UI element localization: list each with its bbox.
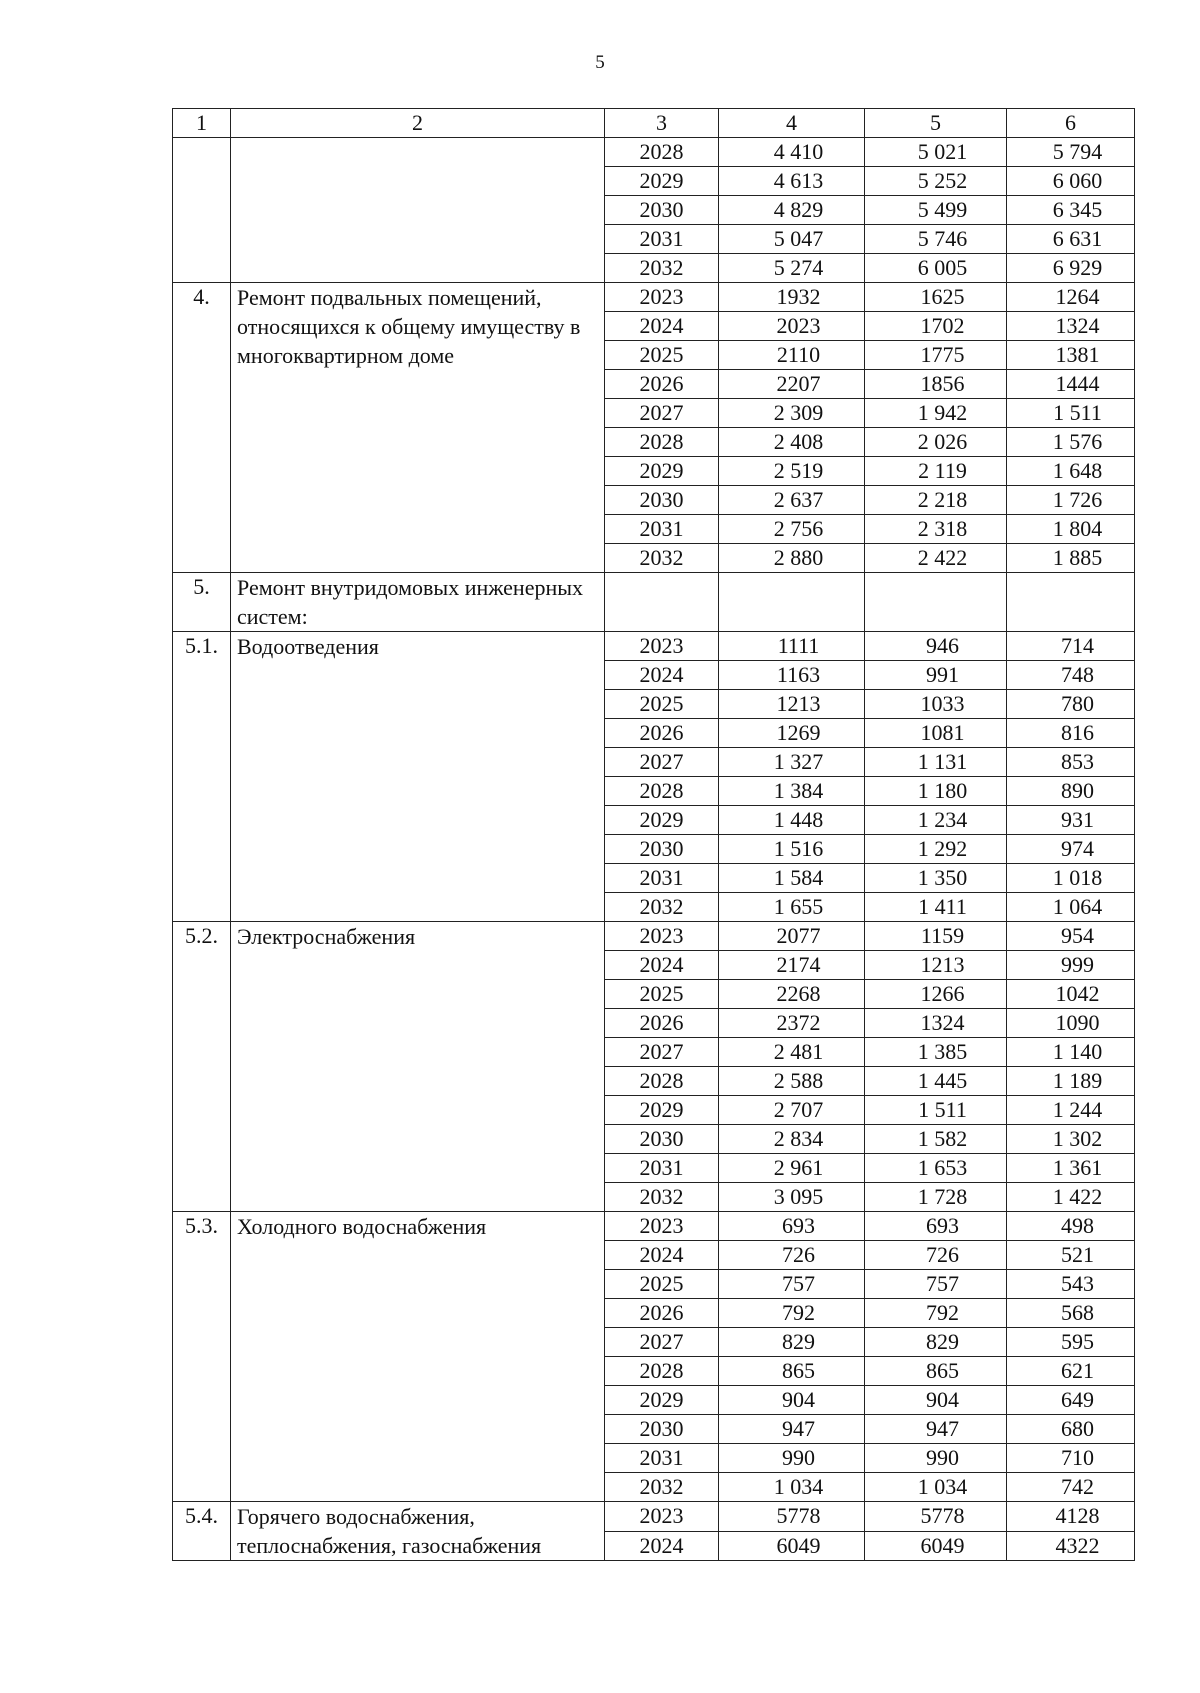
year-cell: 2025	[605, 980, 719, 1009]
year-cell: 2025	[605, 690, 719, 719]
value-col6-cell: 714	[1007, 632, 1135, 661]
value-col4-cell: 947	[719, 1415, 865, 1444]
value-col6-cell: 1 064	[1007, 893, 1135, 922]
section-name: Электроснабжения	[231, 922, 605, 1212]
year-cell: 2028	[605, 1067, 719, 1096]
value-col6-cell: 595	[1007, 1328, 1135, 1357]
year-cell: 2032	[605, 254, 719, 283]
table-row	[173, 1502, 1135, 1532]
year-cell: 2031	[605, 515, 719, 544]
section-name: Холодного водоснабжения	[231, 1212, 605, 1502]
value-col4-cell: 4 613	[719, 167, 865, 196]
year-cell: 2024	[605, 951, 719, 980]
value-col4-cell: 1 448	[719, 806, 865, 835]
value-col5-cell: 2 422	[865, 544, 1007, 573]
year-cell: 2027	[605, 748, 719, 777]
value-col5-cell: 946	[865, 632, 1007, 661]
value-col4-cell: 1269	[719, 719, 865, 748]
value-col6-cell: 1 885	[1007, 544, 1135, 573]
table-row	[173, 573, 1135, 632]
value-col4-cell: 2 756	[719, 515, 865, 544]
value-col4-cell	[719, 573, 865, 632]
section-name	[231, 138, 605, 283]
year-cell: 2031	[605, 864, 719, 893]
value-col5-cell: 2 218	[865, 486, 1007, 515]
value-col6-cell: 748	[1007, 661, 1135, 690]
value-col6-cell: 1 302	[1007, 1125, 1135, 1154]
value-col5-cell: 991	[865, 661, 1007, 690]
value-col4-cell: 2110	[719, 341, 865, 370]
value-col6-cell: 568	[1007, 1299, 1135, 1328]
value-col4-cell: 792	[719, 1299, 865, 1328]
value-col5-cell: 5778	[865, 1502, 1007, 1532]
value-col5-cell: 1625	[865, 283, 1007, 312]
value-col6-cell: 621	[1007, 1357, 1135, 1386]
year-cell: 2031	[605, 1154, 719, 1183]
section-index: 5.2.	[173, 922, 231, 1212]
value-col6-cell: 5 794	[1007, 138, 1135, 167]
value-col5-cell: 1 292	[865, 835, 1007, 864]
year-cell: 2024	[605, 661, 719, 690]
value-col6-cell: 4322	[1007, 1531, 1135, 1561]
value-col6-cell: 1444	[1007, 370, 1135, 399]
value-col5-cell: 693	[865, 1212, 1007, 1241]
value-col6-cell: 954	[1007, 922, 1135, 951]
value-col5-cell: 6049	[865, 1531, 1007, 1561]
table-row	[173, 632, 1135, 661]
value-col5-cell: 1 131	[865, 748, 1007, 777]
year-cell: 2029	[605, 167, 719, 196]
value-col4-cell: 2174	[719, 951, 865, 980]
year-cell: 2032	[605, 893, 719, 922]
year-cell: 2029	[605, 1096, 719, 1125]
year-cell: 2030	[605, 835, 719, 864]
value-col4-cell: 2207	[719, 370, 865, 399]
value-col5-cell: 2 318	[865, 515, 1007, 544]
year-cell: 2026	[605, 1009, 719, 1038]
year-cell: 2026	[605, 1299, 719, 1328]
value-col5-cell: 1 728	[865, 1183, 1007, 1212]
year-cell: 2028	[605, 138, 719, 167]
year-cell: 2028	[605, 428, 719, 457]
section-index: 5.1.	[173, 632, 231, 922]
value-col4-cell: 829	[719, 1328, 865, 1357]
value-col5-cell: 6 005	[865, 254, 1007, 283]
value-col6-cell: 498	[1007, 1212, 1135, 1241]
value-col5-cell: 1775	[865, 341, 1007, 370]
value-col5-cell: 1 582	[865, 1125, 1007, 1154]
value-col4-cell: 2077	[719, 922, 865, 951]
section-index: 5.4.	[173, 1502, 231, 1561]
page-number: 5	[595, 52, 605, 73]
value-col6-cell: 1324	[1007, 312, 1135, 341]
value-col4-cell: 5 274	[719, 254, 865, 283]
year-cell: 2023	[605, 922, 719, 951]
value-col5-cell: 1 511	[865, 1096, 1007, 1125]
value-col6-cell: 6 929	[1007, 254, 1135, 283]
value-col6-cell: 1090	[1007, 1009, 1135, 1038]
value-col5-cell: 1 445	[865, 1067, 1007, 1096]
year-cell: 2023	[605, 1212, 719, 1241]
value-col5-cell: 2 119	[865, 457, 1007, 486]
value-col6-cell: 710	[1007, 1444, 1135, 1473]
year-cell: 2024	[605, 312, 719, 341]
section-index: 5.	[173, 573, 231, 632]
value-col6-cell: 974	[1007, 835, 1135, 864]
table-row	[173, 138, 1135, 167]
year-cell: 2032	[605, 1473, 719, 1502]
section-name: Водоотведения	[231, 632, 605, 922]
value-col6-cell: 6 345	[1007, 196, 1135, 225]
value-col4-cell: 1163	[719, 661, 865, 690]
value-col5-cell: 726	[865, 1241, 1007, 1270]
year-cell: 2030	[605, 1125, 719, 1154]
cost-table	[172, 108, 1135, 1561]
header-cell-4: 4	[719, 109, 865, 138]
value-col6-cell: 543	[1007, 1270, 1135, 1299]
year-cell: 2027	[605, 1038, 719, 1067]
value-col5-cell: 865	[865, 1357, 1007, 1386]
year-cell: 2027	[605, 1328, 719, 1357]
value-col4-cell: 2 588	[719, 1067, 865, 1096]
value-col4-cell: 3 095	[719, 1183, 865, 1212]
header-cell-6: 6	[1007, 109, 1135, 138]
value-col4-cell: 1 384	[719, 777, 865, 806]
year-cell: 2029	[605, 806, 719, 835]
value-col4-cell: 5778	[719, 1502, 865, 1532]
value-col6-cell: 1 648	[1007, 457, 1135, 486]
value-col6-cell: 931	[1007, 806, 1135, 835]
value-col4-cell: 1 516	[719, 835, 865, 864]
value-col6-cell: 816	[1007, 719, 1135, 748]
value-col4-cell: 1932	[719, 283, 865, 312]
value-col4-cell: 1 034	[719, 1473, 865, 1502]
year-cell	[605, 573, 719, 632]
section-index	[173, 138, 231, 283]
value-col4-cell: 2 834	[719, 1125, 865, 1154]
value-col5-cell: 990	[865, 1444, 1007, 1473]
header-row	[173, 109, 1135, 138]
value-col5-cell: 757	[865, 1270, 1007, 1299]
value-col5-cell: 5 252	[865, 167, 1007, 196]
value-col5-cell: 947	[865, 1415, 1007, 1444]
value-col5-cell: 1033	[865, 690, 1007, 719]
year-cell: 2031	[605, 1444, 719, 1473]
value-col5-cell: 829	[865, 1328, 1007, 1357]
section-name: Ремонт подвальных помещений, относящихся к общему имуществу в многоквартирном доме	[231, 283, 605, 573]
value-col6-cell: 1042	[1007, 980, 1135, 1009]
value-col4-cell: 2 519	[719, 457, 865, 486]
value-col5-cell: 1 234	[865, 806, 1007, 835]
value-col5-cell: 2 026	[865, 428, 1007, 457]
value-col5-cell: 1 411	[865, 893, 1007, 922]
year-cell: 2023	[605, 283, 719, 312]
year-cell: 2030	[605, 1415, 719, 1444]
value-col5-cell: 1 653	[865, 1154, 1007, 1183]
value-col6-cell: 853	[1007, 748, 1135, 777]
value-col5-cell: 1702	[865, 312, 1007, 341]
year-cell: 2027	[605, 399, 719, 428]
value-col6-cell: 1 576	[1007, 428, 1135, 457]
table-row	[173, 922, 1135, 951]
value-col5-cell: 792	[865, 1299, 1007, 1328]
year-cell: 2026	[605, 719, 719, 748]
header-cell-1: 1	[173, 109, 231, 138]
header-cell-2: 2	[231, 109, 605, 138]
value-col4-cell: 865	[719, 1357, 865, 1386]
table-row	[173, 283, 1135, 312]
value-col4-cell: 2 481	[719, 1038, 865, 1067]
value-col4-cell: 2268	[719, 980, 865, 1009]
value-col5-cell	[865, 573, 1007, 632]
value-col6-cell: 1 726	[1007, 486, 1135, 515]
value-col4-cell: 2 637	[719, 486, 865, 515]
value-col6-cell: 1 511	[1007, 399, 1135, 428]
value-col6-cell: 6 060	[1007, 167, 1135, 196]
value-col5-cell: 1 180	[865, 777, 1007, 806]
value-col4-cell: 5 047	[719, 225, 865, 254]
value-col6-cell: 742	[1007, 1473, 1135, 1502]
year-cell: 2031	[605, 225, 719, 254]
section-index: 4.	[173, 283, 231, 573]
value-col6-cell: 1381	[1007, 341, 1135, 370]
value-col4-cell: 693	[719, 1212, 865, 1241]
table-body	[173, 138, 1135, 1561]
value-col6-cell: 680	[1007, 1415, 1135, 1444]
value-col6-cell: 1 422	[1007, 1183, 1135, 1212]
value-col5-cell: 5 499	[865, 196, 1007, 225]
year-cell: 2030	[605, 486, 719, 515]
year-cell: 2029	[605, 1386, 719, 1415]
value-col4-cell: 726	[719, 1241, 865, 1270]
value-col6-cell: 4128	[1007, 1502, 1135, 1532]
value-col4-cell: 2023	[719, 312, 865, 341]
value-col6-cell: 1 244	[1007, 1096, 1135, 1125]
value-col6-cell: 780	[1007, 690, 1135, 719]
value-col6-cell: 999	[1007, 951, 1135, 980]
value-col5-cell: 1324	[865, 1009, 1007, 1038]
year-cell: 2024	[605, 1241, 719, 1270]
year-cell: 2029	[605, 457, 719, 486]
year-cell: 2024	[605, 1531, 719, 1561]
value-col4-cell: 4 829	[719, 196, 865, 225]
value-col4-cell: 757	[719, 1270, 865, 1299]
value-col5-cell: 904	[865, 1386, 1007, 1415]
value-col6-cell: 6 631	[1007, 225, 1135, 254]
table-row	[173, 1212, 1135, 1241]
year-cell: 2028	[605, 1357, 719, 1386]
value-col4-cell: 2 309	[719, 399, 865, 428]
value-col6-cell: 1 140	[1007, 1038, 1135, 1067]
value-col4-cell: 1213	[719, 690, 865, 719]
value-col6-cell: 1264	[1007, 283, 1135, 312]
year-cell: 2032	[605, 1183, 719, 1212]
value-col5-cell: 1856	[865, 370, 1007, 399]
value-col5-cell: 1 385	[865, 1038, 1007, 1067]
value-col5-cell: 5 021	[865, 138, 1007, 167]
value-col4-cell: 2 408	[719, 428, 865, 457]
year-cell: 2026	[605, 370, 719, 399]
value-col6-cell: 521	[1007, 1241, 1135, 1270]
value-col5-cell: 1 942	[865, 399, 1007, 428]
year-cell: 2025	[605, 341, 719, 370]
value-col5-cell: 1266	[865, 980, 1007, 1009]
value-col5-cell: 5 746	[865, 225, 1007, 254]
year-cell: 2030	[605, 196, 719, 225]
year-cell: 2025	[605, 1270, 719, 1299]
year-cell: 2028	[605, 777, 719, 806]
value-col4-cell: 2 961	[719, 1154, 865, 1183]
value-col4-cell: 1 327	[719, 748, 865, 777]
value-col4-cell: 4 410	[719, 138, 865, 167]
value-col6-cell	[1007, 573, 1135, 632]
section-name: Ремонт внутридомовых инженерных систем:	[231, 573, 605, 632]
value-col4-cell: 2 707	[719, 1096, 865, 1125]
value-col4-cell: 1111	[719, 632, 865, 661]
value-col4-cell: 6049	[719, 1531, 865, 1561]
year-cell: 2023	[605, 1502, 719, 1532]
value-col6-cell: 890	[1007, 777, 1135, 806]
value-col4-cell: 1 655	[719, 893, 865, 922]
section-index: 5.3.	[173, 1212, 231, 1502]
header-cell-5: 5	[865, 109, 1007, 138]
value-col4-cell: 1 584	[719, 864, 865, 893]
year-cell: 2023	[605, 632, 719, 661]
value-col6-cell: 1 018	[1007, 864, 1135, 893]
value-col5-cell: 1213	[865, 951, 1007, 980]
value-col4-cell: 990	[719, 1444, 865, 1473]
value-col6-cell: 1 804	[1007, 515, 1135, 544]
header-cell-3: 3	[605, 109, 719, 138]
year-cell: 2032	[605, 544, 719, 573]
value-col5-cell: 1 350	[865, 864, 1007, 893]
value-col6-cell: 1 189	[1007, 1067, 1135, 1096]
value-col4-cell: 2 880	[719, 544, 865, 573]
value-col6-cell: 649	[1007, 1386, 1135, 1415]
value-col5-cell: 1081	[865, 719, 1007, 748]
value-col5-cell: 1 034	[865, 1473, 1007, 1502]
value-col6-cell: 1 361	[1007, 1154, 1135, 1183]
value-col4-cell: 904	[719, 1386, 865, 1415]
value-col5-cell: 1159	[865, 922, 1007, 951]
section-name: Горячего водоснабжения, теплоснабжения, газоснабжения	[231, 1502, 605, 1561]
value-col4-cell: 2372	[719, 1009, 865, 1038]
